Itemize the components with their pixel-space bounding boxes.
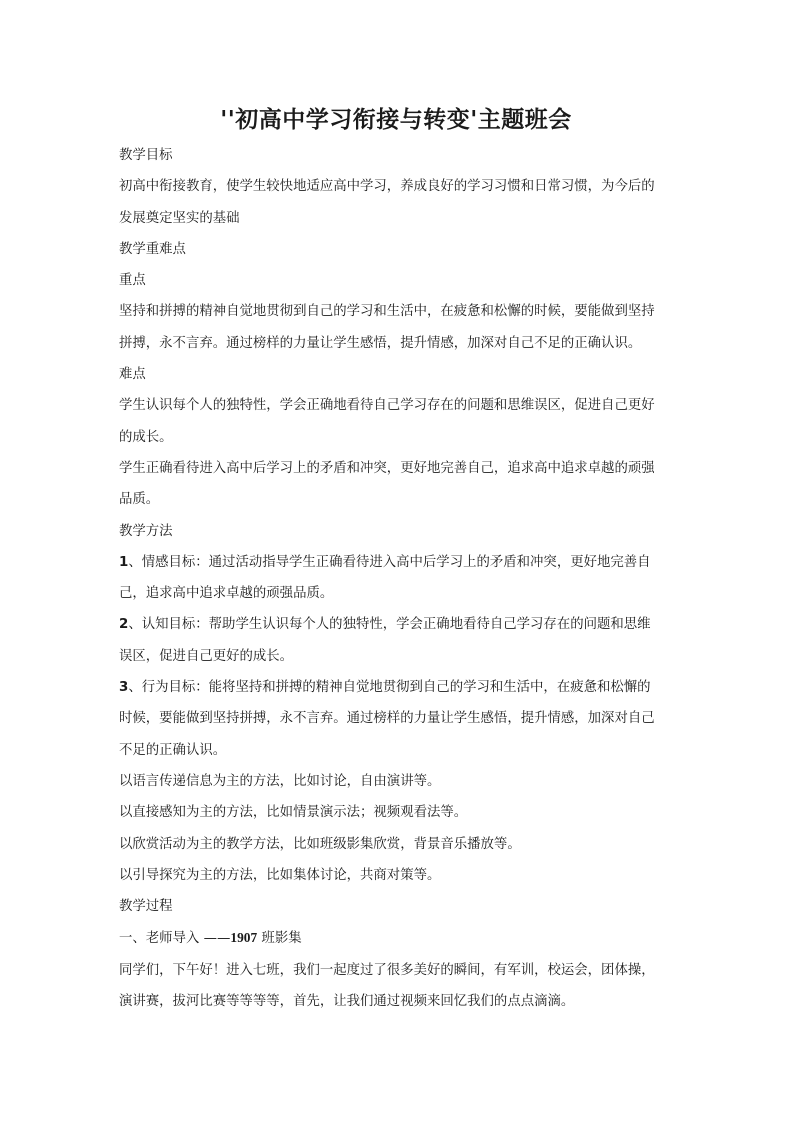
document-page bbox=[119, 100, 679, 1017]
approach-line: 以欣赏活动为主的教学方法，比如班级影集欣赏，背景音乐播放等。 bbox=[119, 836, 521, 852]
method-item-3 bbox=[119, 672, 679, 703]
goal-text-line: 发展奠定坚实的基础 bbox=[119, 210, 240, 226]
step-1-heading bbox=[119, 922, 679, 954]
method-number: 1 bbox=[119, 554, 129, 570]
method-item-2-cont: 误区，促进自己更好的成长。 bbox=[119, 648, 294, 664]
approach-line: 以直接感知为主的方法，比如情景演示法；视频观看法等。 bbox=[119, 805, 468, 821]
focus-text-line: 坚持和拼搏的精神自觉地贯彻到自己的学习和生活中，在疲惫和松懈的时候，要能做到坚持 bbox=[119, 304, 655, 320]
step-1-body-line: 同学们，下午好！进入七班，我们一起度过了很多美好的瞬间，有军训，校运会，团体操， bbox=[119, 962, 655, 978]
keypoints-heading: 教学重难点 bbox=[119, 241, 186, 257]
focus-text-line: 拼搏，永不言弃。通过榜样的力量让学生感悟，提升情感，加深对自己不足的正确认识。 bbox=[119, 335, 642, 351]
method-item-3-cont: 时候，要能做到坚持拼搏，永不言弃。通过榜样的力量让学生感悟，提升情感，加深对自己 bbox=[119, 711, 655, 727]
method-item-3-cont: 不足的正确认识。 bbox=[119, 742, 227, 758]
difficulty-text-line: 的成长。 bbox=[119, 429, 173, 445]
step-1-text: 一、老师导入 —— bbox=[119, 931, 231, 947]
difficulty-heading: 难点 bbox=[119, 367, 146, 383]
step-1-body-line: 演讲赛，拔河比赛等等等等，首先，让我们通过视频来回忆我们的点点滴滴。 bbox=[119, 994, 575, 1010]
method-number: 3 bbox=[119, 680, 129, 696]
method-text: 、情感目标：通过活动指导学生正确看待进入高中后学习上的矛盾和冲突，更好地完善自 bbox=[128, 554, 651, 570]
goal-heading: 教学目标 bbox=[119, 148, 173, 163]
document-title: ''初高中学习衔接与转变'主题班会 bbox=[220, 107, 572, 133]
focus-heading: 重点 bbox=[119, 273, 146, 289]
method-text: 、认知目标：帮助学生认识每个人的独特性，学会正确地看待自己学习存在的问题和思维 bbox=[128, 617, 651, 633]
difficulty-text-line: 学生正确看待进入高中后学习上的矛盾和冲突，更好地完善自己，追求高中追求卓越的顽强 bbox=[119, 460, 655, 476]
step-1-class-number: 1907 bbox=[230, 930, 258, 946]
approach-line: 以引导探究为主的方法，比如集体讨论，共商对策等。 bbox=[119, 867, 441, 883]
difficulty-text-line: 品质。 bbox=[119, 492, 160, 508]
difficulty-text-line: 学生认识每个人的独特性，学会正确地看待自己学习存在的问题和思维误区，促进自己更好 bbox=[119, 398, 655, 414]
process-heading: 教学过程 bbox=[119, 899, 173, 915]
method-item-1 bbox=[119, 547, 679, 578]
method-item-1-cont: 己，追求高中追求卓越的顽强品质。 bbox=[119, 586, 334, 602]
step-1-tail: 班影集 bbox=[257, 931, 302, 947]
method-item-2 bbox=[119, 609, 679, 640]
method-number: 2 bbox=[119, 617, 129, 633]
method-text: 、行为目标：能将坚持和拼搏的精神自觉地贯彻到自己的学习和生活中，在疲惫和松懈的 bbox=[128, 680, 651, 696]
goal-text-line: 初高中衔接教育，使学生较快地适应高中学习，养成良好的学习习惯和日常习惯，为今后的 bbox=[119, 179, 655, 195]
approach-line: 以语言传递信息为主的方法，比如讨论，自由演讲等。 bbox=[119, 773, 441, 789]
method-heading: 教学方法 bbox=[119, 523, 173, 539]
